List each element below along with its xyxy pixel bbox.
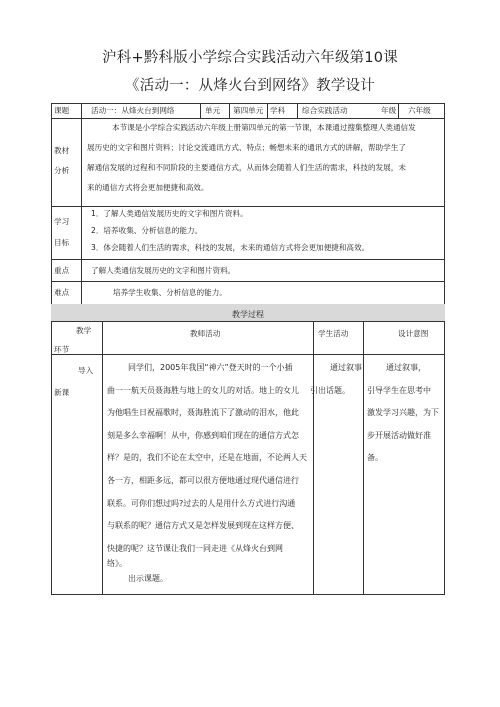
table-rule	[102, 321, 103, 595]
student-activity-line: 引出话题。	[310, 386, 350, 395]
analysis-line: 解通信发展的过程和不同阶段的主要通信方式，从而体会随着人们生活的需求，科技的发展，未	[87, 163, 406, 172]
analysis-line: 本节课是小学综合实践活动六年级上册第四单元的第一节课，本课通过搜集整理人类通信发	[112, 123, 416, 132]
objectives-label: 目标	[54, 238, 70, 247]
subject-label: 学科	[270, 106, 286, 115]
teacher-activity-line: 为他唱生日祝福歌时，聂海胜流下了激动的泪水，他此	[107, 408, 299, 417]
table-rule	[267, 103, 268, 118]
course-label: 课题	[54, 106, 70, 115]
table-rule	[51, 281, 445, 282]
unit-value: 第四单元	[233, 106, 264, 115]
teacher-activity-header: 教师活动	[190, 329, 221, 338]
analysis-label: 教材	[54, 146, 70, 155]
table-rule	[81, 103, 82, 304]
teacher-activity-line: 刻是多么幸福啊！从中，你感到咱们现在的通信方式怎	[107, 431, 299, 440]
teacher-activity-line: 曲一一航天员聂海胜与地上的女儿的对话。地上的女儿	[107, 386, 299, 395]
design-intent-header: 设计意图	[398, 329, 429, 338]
design-intent-line: 引导学生在思考中	[367, 386, 431, 395]
stage-name: 新课	[54, 388, 70, 397]
analysis-line: 展历史的文字和图片资料；讨论交流通讯方式、特点；畅想未来的通讯方式的讲解，帮助学生了	[87, 143, 406, 152]
process-title: 教学过程	[232, 310, 264, 319]
table-rule	[444, 103, 445, 595]
design-intent-line: 通过叙事，	[386, 363, 426, 372]
objectives-label: 学习	[54, 217, 70, 226]
teacher-activity-line: 与联系的呢？通信方式又是怎样发展到现在这样方便、	[107, 521, 299, 530]
objective-item: 3．体会随着人们生活的需求，科技的发展，未来的通信方式将会更加便捷和高效。	[91, 243, 370, 252]
teacher-activity-line: 快捷的呢？这节课让我们一同走进《从烽火台到网	[107, 544, 283, 553]
student-activity-header: 学生活动	[318, 329, 349, 338]
teacher-activity-line: 同学们，2005年我国“神六”登天时的一个小插	[128, 363, 293, 372]
subject-value: 综合实践活动	[302, 106, 348, 115]
table-rule	[51, 103, 52, 595]
analysis-label: 分析	[54, 166, 70, 175]
analysis-line: 来的通信方式将会更加便捷和高效。	[87, 183, 209, 192]
stage-header: 教学	[76, 326, 92, 335]
difficulty-text: 培养学生收集、分析信息的能力。	[113, 288, 227, 297]
unit-label: 单元	[205, 106, 221, 115]
objective-item: 2．培养收集、分析信息的能力。	[91, 226, 203, 235]
table-rule	[51, 321, 445, 322]
document-title: 沪科+黔科版小学综合实践活动六年级第10课	[102, 50, 398, 66]
table-rule	[51, 354, 445, 355]
teacher-activity-line: 联系。可你们想过吗?过去的人是用什么方式进行沟通	[107, 499, 296, 508]
table-rule	[200, 103, 201, 118]
table-rule	[297, 103, 298, 118]
stage-name: 导入	[78, 366, 94, 375]
teacher-activity-line: 各一方，相距多远，都可以很方便地通过现代通信进行	[107, 476, 299, 485]
design-intent-line: 激发学习兴趣，为下	[367, 408, 439, 417]
difficulty-label: 难点	[54, 288, 70, 297]
teacher-activity-line: 出示课题。	[128, 574, 168, 583]
table-rule	[51, 118, 445, 119]
table-rule	[229, 103, 230, 118]
key-point-label: 重点	[54, 266, 70, 275]
table-rule	[363, 321, 364, 595]
objective-item: 1．了解人类通信发展历史的文字和图片资料。	[91, 209, 248, 218]
course-value: 活动一：从烽火台到网络	[91, 106, 175, 115]
key-point-text: 了解人类通信发展历史的文字和图片资料。	[91, 266, 236, 275]
stage-header: 环节	[54, 345, 70, 354]
grade-label: 年级	[381, 106, 397, 115]
table-rule	[51, 206, 445, 207]
grade-value: 六年级	[408, 106, 431, 115]
table-rule	[398, 103, 399, 118]
teacher-activity-line: 样？是的，我们不论在太空中，还是在地面，不论两人天	[107, 453, 307, 462]
table-rule	[51, 594, 445, 595]
table-rule	[313, 321, 314, 595]
design-intent-line: 备。	[367, 453, 383, 462]
document-subtitle: 《活动一：从烽火台到网络》教学设计	[125, 78, 375, 94]
teacher-activity-line: 络》。	[107, 559, 127, 568]
table-rule	[51, 259, 445, 260]
student-activity-line: 通过叙事	[330, 363, 362, 372]
design-intent-line: 步开展活动做好准	[367, 431, 431, 440]
table-rule	[51, 103, 445, 104]
